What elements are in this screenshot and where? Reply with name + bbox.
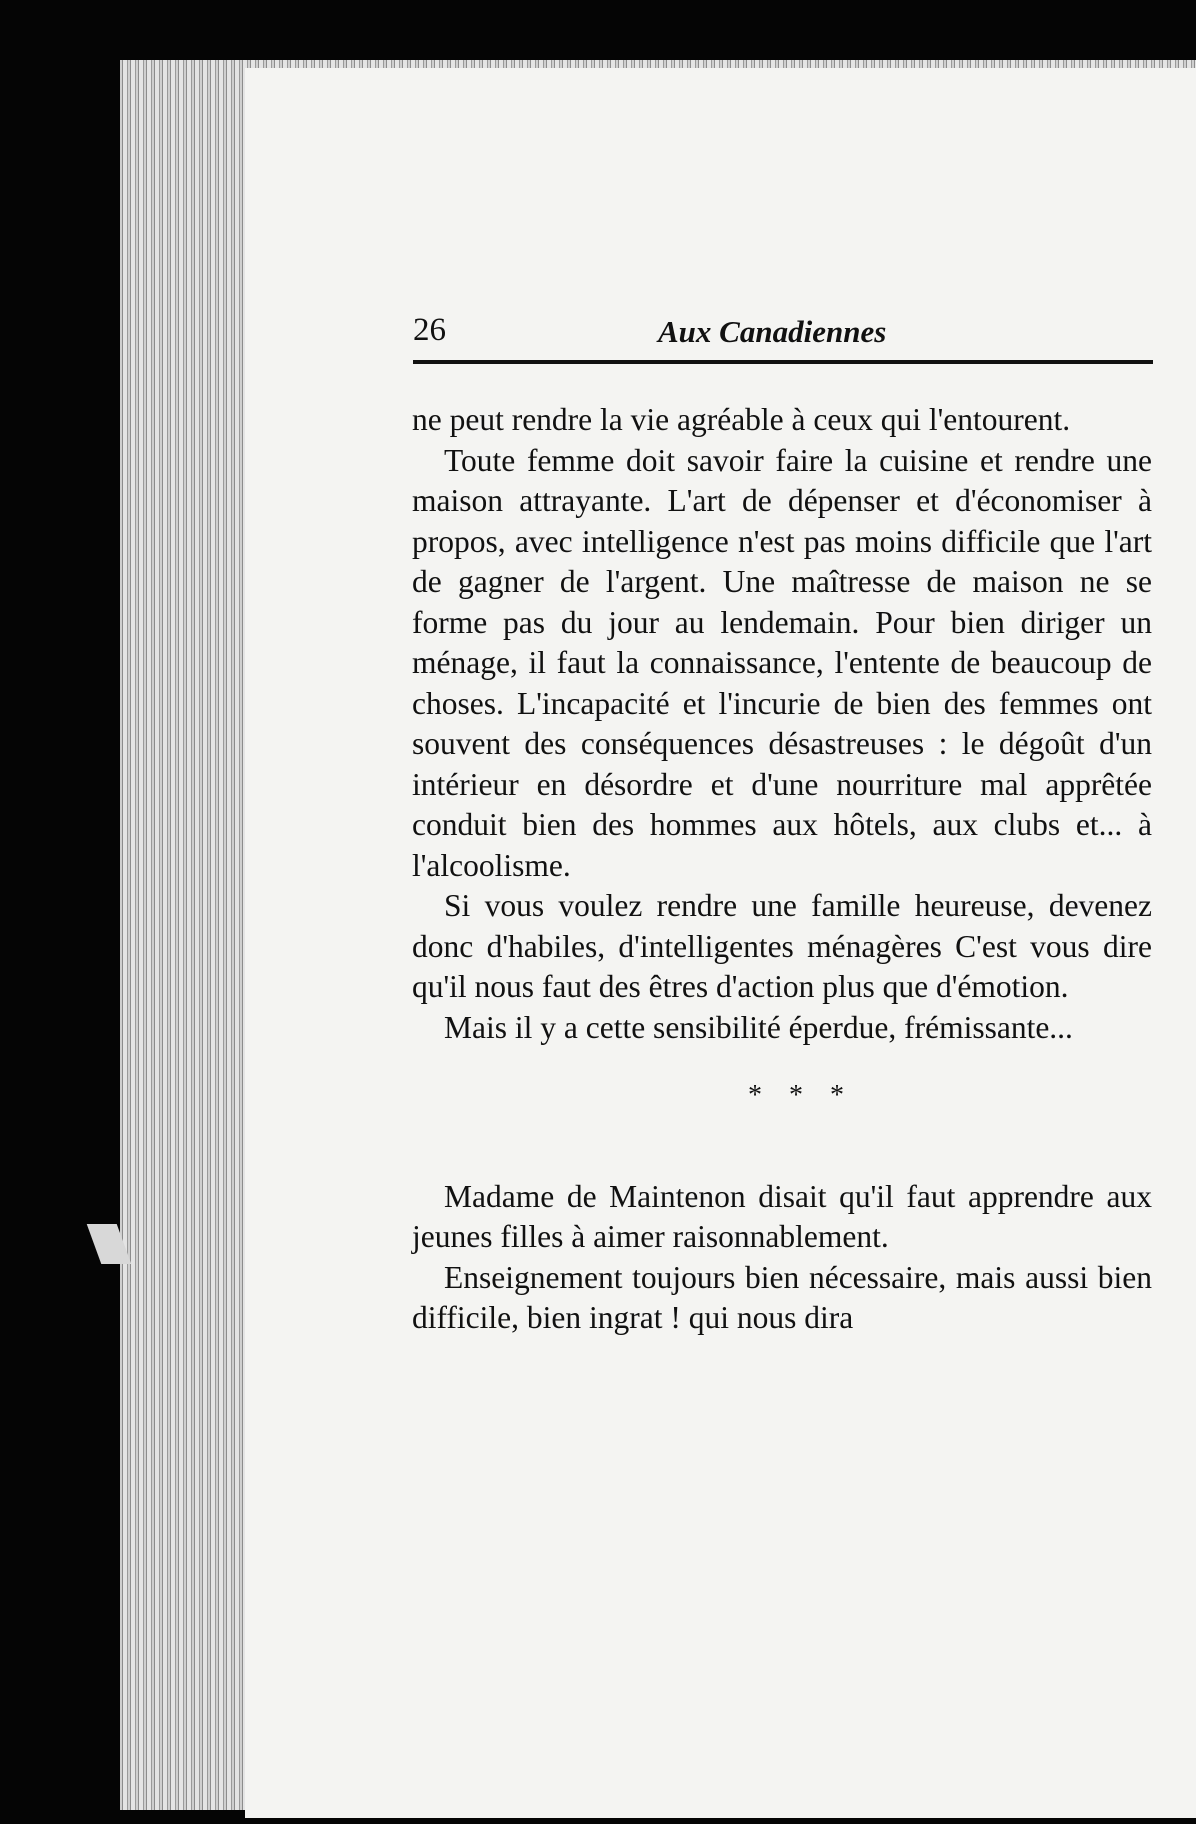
paragraph: Madame de Maintenon disait qu'il faut apprendre aux jeunes filles à aimer raisonnablement. [412,1178,1152,1254]
paragraph: ne peut rendre la vie agréable à ceux qui l'entourent. [412,402,1071,437]
body-text [412,400,1152,1339]
header-rule [413,360,1153,364]
section-ornament: * * * [748,1080,854,1111]
paragraph: Enseignement toujours bien nécessaire, mais aussi bien difficile, bien ingrat ! qui nous dira [412,1259,1152,1335]
running-title: Aux Canadiennes [658,314,887,349]
paragraph: Toute femme doit savoir faire la cuisine et rendre une maison attrayante. L'art de dépenser et d'économiser à propos, avec intelligence n'est pas moins difficile que l'art de gagner de l'argent. Une maîtresse de maison ne se forme pas du jour au lendemain. Pour bien diriger un ménage, il faut la connaissance, l'entente de beaucoup de choses. L'incapacité et l'incurie de bien des femmes ont souvent des conséquences désastreuses : le dégoût d'un intérieur en désordre et d'une nourriture mal apprêtée conduit bien des hommes aux hôtels, aux clubs et... à l'alcoolisme. [412,442,1152,883]
paragraph: Mais il y a cette sensibilité éperdue, frémissante... [444,1009,1073,1045]
paragraph: Si vous voulez rendre une famille heureuse, devenez donc d'habiles, d'intelligentes ménagères C'est vous dire qu'il nous faut des êtres d'action plus que d'émotion. [412,888,1152,1004]
page-header [413,312,1150,354]
page-number: 26 [413,312,446,348]
